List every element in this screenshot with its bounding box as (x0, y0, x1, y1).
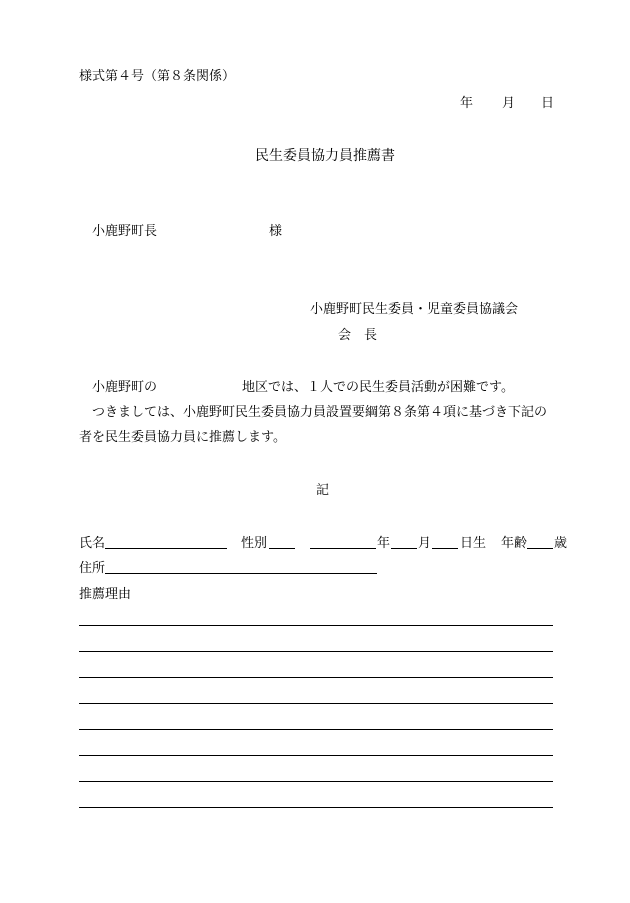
birth-era-year-underline[interactable] (310, 536, 376, 549)
sender-role: 会 長 (338, 328, 378, 343)
reason-line[interactable] (79, 625, 553, 626)
reason-line[interactable] (79, 677, 553, 678)
body-line-2: つきましては、小鹿野町民生委員協力員設置要綱第８条第４項に基づき下記の (92, 405, 548, 420)
birth-year-label: 年 (377, 536, 391, 551)
gender-field-underline[interactable] (269, 536, 295, 549)
name-label: 氏名 (79, 536, 106, 551)
reason-line[interactable] (79, 807, 553, 808)
form-number-label: 様式第４号（第８条関係） (79, 69, 236, 84)
birth-day-label: 日生 (460, 536, 487, 551)
address-label: 住所 (79, 561, 106, 576)
address-field-underline[interactable] (105, 561, 377, 574)
age-label: 年齢 (501, 536, 528, 551)
birth-month-label: 月 (418, 536, 432, 551)
reason-line[interactable] (79, 729, 553, 730)
body-line-1-suffix: 地区では、１人での民生委員活動が困難です。 (242, 380, 514, 395)
birth-day-underline[interactable] (432, 536, 458, 549)
reason-line[interactable] (79, 651, 553, 652)
body-line-1-prefix: 小鹿野町の (92, 380, 158, 395)
reason-label: 推薦理由 (79, 587, 132, 602)
gender-label: 性別 (241, 536, 268, 551)
date-month-label: 月 (502, 96, 516, 111)
age-field-underline[interactable] (527, 536, 553, 549)
body-line-3: 者を民生委員協力員に推薦します。 (79, 430, 286, 445)
reason-line[interactable] (79, 755, 553, 756)
reason-line[interactable] (79, 703, 553, 704)
age-unit-label: 歳 (554, 536, 568, 551)
addressee-name: 小鹿野町長 (92, 224, 158, 239)
birth-month-underline[interactable] (391, 536, 417, 549)
addressee-honorific: 様 (269, 224, 283, 239)
date-day-label: 日 (541, 96, 555, 111)
name-field-underline[interactable] (105, 536, 227, 549)
date-year-label: 年 (460, 96, 474, 111)
document-title: 民生委員協力員推薦書 (255, 148, 395, 164)
ki-heading: 記 (316, 483, 330, 498)
sender-organization: 小鹿野町民生委員・児童委員協議会 (310, 302, 519, 317)
reason-line[interactable] (79, 781, 553, 782)
